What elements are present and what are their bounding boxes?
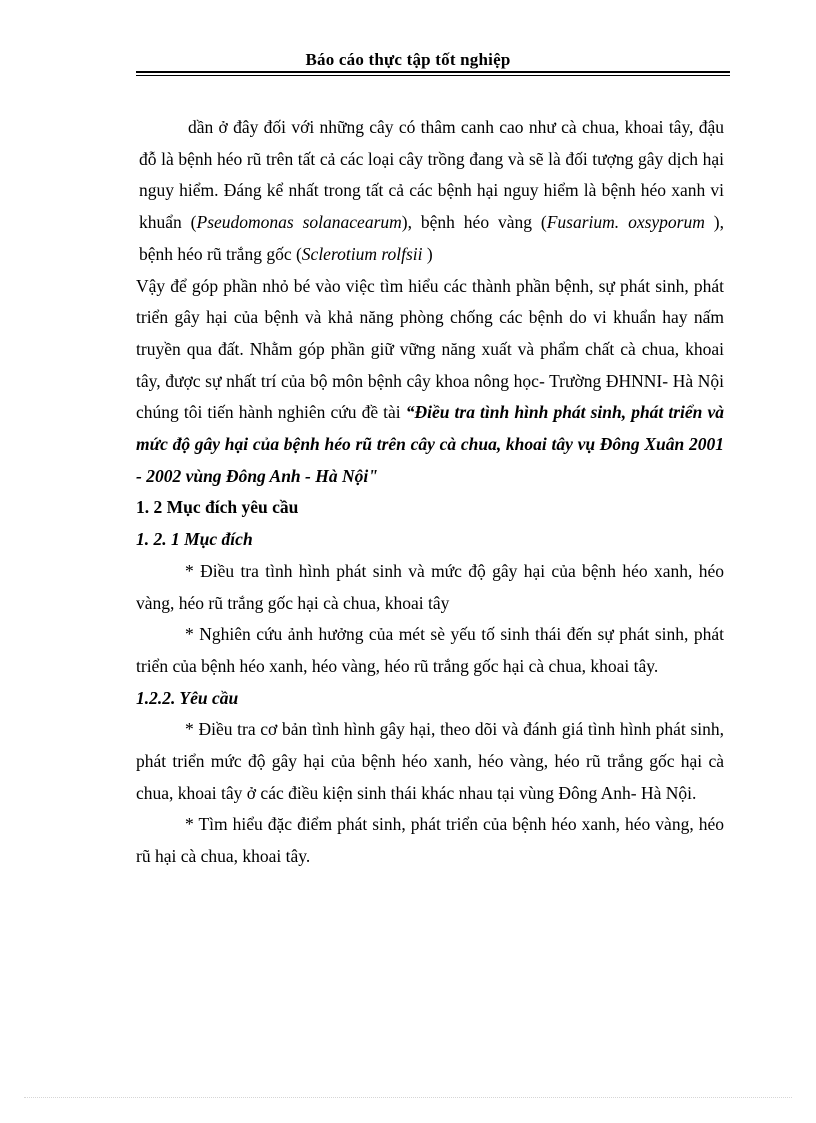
list-item: * Điều tra cơ bản tình hình gây hại, theo dõi và đánh giá tình hình phát sinh, phát triển mức độ gây hại của bệnh héo xanh, héo vàng, héo rũ trắng gốc hại cà chua, khoai tây ở các điều kiện sinh thái khác nhau tại vùng Đông Anh- Hà Nội. [136,719,724,803]
paragraph-purpose [136,271,724,493]
page-header-title: Báo cáo thực tập tốt nghiệp [305,50,511,69]
header-rule-thick [136,71,730,73]
paragraph-text: ), bệnh héo rũ trắng gốc ( [139,212,724,264]
document-body [136,112,724,873]
list-item: * Điều tra tình hình phát sinh và mức độ gây hại của bệnh héo xanh, héo vàng, héo rũ trắng gốc hại cà chua, khoai tây [136,560,724,613]
paragraph-text: ) [422,243,433,264]
paragraph-intro [139,112,724,271]
section-heading-1-2-2: 1.2.2. Yêu cầu [136,687,239,708]
paragraph-text: Vậy để góp phần nhỏ bé vào việc tìm hiểu các thành phần bệnh, sự phát sinh, phát triển gây hại của bệnh và khả năng phòng chống các bệnh do vi khuẩn hay nấm truyền qua đất. Nhằm góp phần giữ vững năng xuất và phẩm chất cà chua, khoai tây, được sự nhất trí của bộ môn bệnh cây khoa nông học- Trường ĐHNNI- Hà Nội chúng tôi tiến hành nghiên cứu đề tài [136,275,724,423]
list-item: * Tìm hiểu đặc điểm phát sinh, phát triển của bệnh héo xanh, héo vàng, héo rũ hại cà chua, khoai tây. [136,814,724,867]
species-name: Fusarium. oxsyporum [546,212,705,233]
species-name: Pseudomonas solanacearum [196,212,402,233]
paragraph-text: dần ở đây đối với những cây có thâm canh cao như cà chua, khoai tây, đậu đỗ là bệnh héo rũ trên tất cả các loại cây trồng đang và sẽ là đối tượng gây dịch hại nguy hiểm. Đáng kể nhất trong tất cả các bệnh hại nguy hiểm là bệnh héo xanh vi khuẩn ( [139,117,724,233]
thesis-title: “Điều tra tình hình phát sinh, phát triển và mức độ gây hại của bệnh héo rũ trên cây cà chua, khoai tây vụ Đông Xuân 2001 - 2002 vùng Đông Anh - Hà Nội" [136,402,724,486]
paragraph-text: ), bệnh héo vàng ( [401,212,547,233]
species-name: Sclerotium rolfsii [301,243,423,264]
list-item: * Nghiên cứu ảnh hưởng của mét sè yếu tố sinh thái đến sự phát sinh, phát triển của bệnh héo xanh, héo vàng, héo rũ trắng gốc hại cà chua, khoai tây. [136,624,724,676]
header-rule-thin [136,75,730,76]
section-heading-1-2: 1. 2 Mục đích yêu cầu [136,497,299,518]
section-heading-1-2-1: 1. 2. 1 Mục đích [136,529,253,550]
footer-divider [24,1097,792,1098]
